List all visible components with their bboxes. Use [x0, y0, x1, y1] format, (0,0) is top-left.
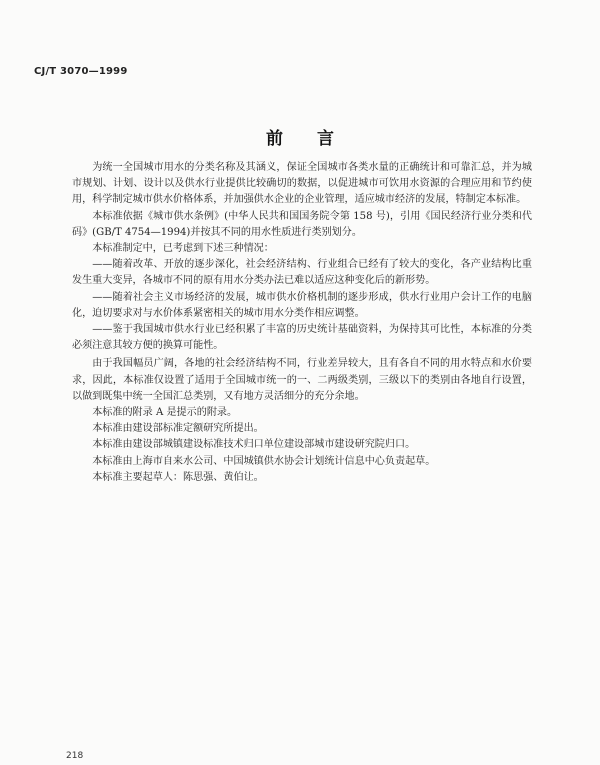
paragraph-appendix: 本标准的附录 A 是提示的附录。	[92, 407, 238, 419]
standard-code: CJ/T 3070—1999	[34, 66, 128, 77]
paragraph-scope: 由于我国幅员广阔，各地的社会经济结构不同，行业差异较大，且有各自不同的用水特点和水价要求，因此，本标准仅设置了适用于全国城市统一的一、二两级类别，三级以下的类别由各地自行设置，以做到既集中统一全国汇总类别，又有地方灵活细分的充分余地。	[72, 358, 532, 402]
paragraph-consideration-3: ——鉴于我国城市供水行业已经积累了丰富的历史统计基础资料，为保持其可比性，本标准的分类必须注意其较方便的换算可能性。	[72, 324, 532, 352]
paragraph-consideration-2: ——随着社会主义市场经济的发展，城市供水价格机制的逐步形成，供水行业用户会计工作的电脑化，迫切要求对与水价体系紧密相关的城市用水分类作相应调整。	[72, 291, 532, 319]
paragraph-basis: 本标准依据《城市供水条例》(中华人民共和国国务院令第 158 号)，引用《国民经济行业分类和代码》(GB/T 4754—1994)并按其不同的用水性质进行类别划分。	[72, 210, 532, 238]
paragraph-centralized-by: 本标准由建设部城镇建设标准技术归口单位建设部城市建设研究院归口。	[92, 439, 416, 451]
foreword-body	[72, 160, 532, 486]
paragraph-proposed-by: 本标准由建设部标准定额研究所提出。	[92, 423, 264, 435]
paragraph-drafted-by: 本标准由上海市自来水公司、中国城镇供水协会计划统计信息中心负责起草。	[92, 455, 436, 467]
paragraph-drafters: 本标准主要起草人：陈思强、黄伯让。	[92, 471, 264, 483]
paragraph-consideration-1: ——随着改革、开放的逐步深化，社会经济结构、行业组合已经有了较大的变化，各产业结构比重发生重大变异，各城市不同的原有用水分类办法已难以适应这种变化后的新形势。	[72, 259, 532, 287]
paragraph-purpose: 为统一全国城市用水的分类名称及其涵义，保证全国城市各类水量的正确统计和可靠汇总，并为城市规划、计划、设计以及供水行业提供比较确切的数据，以促进城市可饮用水资源的合理应用和节约使用，科学制定城市供水价格体系，并加强供水企业的企业管理，适应城市经济的发展，特制定本标准。	[72, 162, 532, 206]
page-title: 前 言	[266, 129, 334, 149]
page-number: 218	[66, 751, 84, 761]
paragraph-considerations: 本标准制定中，已考虑到下述三种情况：	[92, 243, 274, 255]
